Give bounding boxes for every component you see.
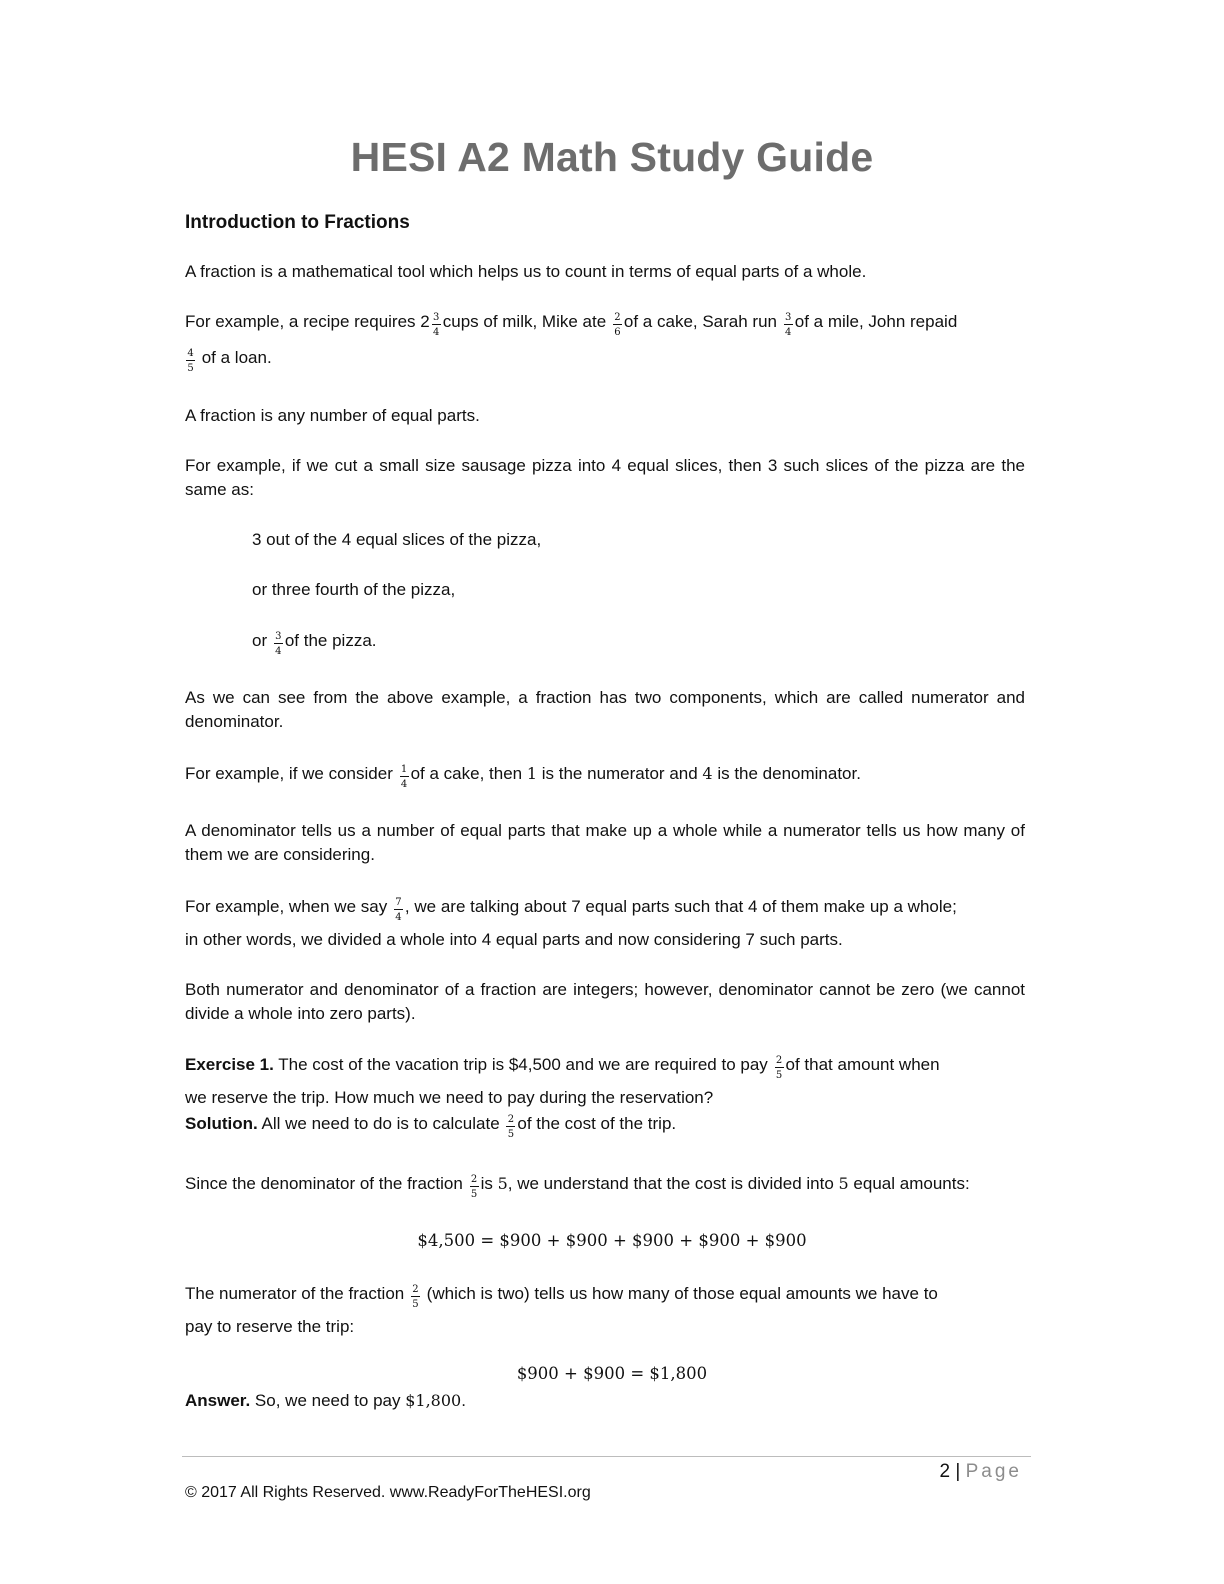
indented-line-3: or $\frac{3}{4}$ of the pizza. [252, 631, 377, 657]
equation-sum: $900 + $900 = $1,800 [516, 1364, 708, 1383]
paragraph-components: As we can see from the above example, a fraction has two components, which are called numerator and denominator. [185, 688, 1025, 731]
footer-copyright: © 2017 All Rights Reserved. www.ReadyForTheHESI.org [185, 1484, 591, 1501]
paragraph-seven-fourths-line-1: For example, when we say $\frac{7}{4}$ , we are talking about 7 equal parts such that 4 of them make up a whole; [185, 897, 957, 923]
paragraph-numerator-two-line-1: The numerator of the fraction $\frac{2}{5}$ (which is two) tells us how many of those equal amounts we have to [185, 1284, 938, 1310]
paragraph-numerator-two-line-2: pay to reserve the trip: [185, 1317, 355, 1336]
paragraph-integers: Both numerator and denominator of a fraction are integers; however, denominator cannot be zero (we cannot divide a whole into zero parts). [185, 980, 1025, 1023]
paragraph-fraction-definition: A fraction is a mathematical tool which helps us to count in terms of equal parts of a whole. [185, 262, 867, 281]
paragraph-denominator-five: Since the denominator of the fraction $\frac{2}{5}$ is 5, we understand that the cost is divided into 5 equal amounts: [185, 1174, 970, 1200]
solution-line: Solution. All we need to do is to calculate $\frac{2}{5}$ of the cost of the trip. [185, 1114, 677, 1140]
section-heading: Introduction to Fractions [185, 212, 410, 233]
fraction: $\frac{3}{4}$ [275, 631, 282, 657]
paragraph-seven-fourths-line-2: in other words, we divided a whole into 4 equal parts and now considering 7 such parts. [185, 930, 843, 949]
exercise-1-line-2: we reserve the trip. How much we need to pay during the reservation? [185, 1088, 714, 1107]
fraction: $\frac{1}{4}$ [400, 764, 408, 790]
solution-label: Solution. [185, 1114, 258, 1133]
fraction: $\frac{4}{5}$ [187, 348, 194, 374]
indented-line-2: or three fourth of the pizza, [252, 580, 456, 599]
paragraph-examples-line-1: For example, a recipe requires 2 $\frac{3}{4}$ cups of milk, Mike ate $\frac{2}{6}$ of a cake, Sarah run $\frac{3}{4}$ of a mile, John repaid [185, 312, 958, 338]
answer-label: Answer. [185, 1391, 251, 1410]
indented-line-1: 3 out of the 4 equal slices of the pizza, [252, 530, 542, 549]
fraction: $\frac{3}{4}$ [785, 312, 792, 338]
paragraph-equal-parts: A fraction is any number of equal parts. [185, 406, 480, 425]
fraction: $\frac{2}{5}$ [507, 1114, 515, 1140]
fraction: $\frac{2}{5}$ [412, 1284, 419, 1310]
paragraph-examples-line-2: $\frac{4}{5}$ of a loan. [185, 346, 272, 370]
paragraph-denominator-definition: A denominator tells us a number of equal parts that make up a whole while a numerator tells us how many of them we are considering. [185, 821, 1025, 864]
footer-divider [182, 1456, 1031, 1457]
page-title: HESI A2 Math Study Guide [350, 134, 874, 180]
paragraph-numerator-example: For example, if we consider $\frac{1}{4}$ of a cake, then 1 is the numerator and 4 is the denominator. [185, 764, 861, 790]
paragraph-pizza-example: For example, if we cut a small size sausage pizza into 4 equal slices, then 3 such slices of the pizza are the same as: [185, 456, 1025, 499]
fraction: $\frac{2}{5}$ [775, 1055, 783, 1081]
fraction: $\frac{3}{4}$ [433, 312, 440, 338]
equation-total: $4,500 = $900 + $900 + $900 + $900 + $900 [417, 1231, 807, 1250]
exercise-1-line-1: Exercise 1. The cost of the vacation trip is $4,500 and we are required to pay $\frac{2}{5}$ of that amount when [185, 1055, 940, 1081]
fraction: $\frac{7}{4}$ [395, 897, 402, 923]
answer-line: Answer. So, we need to pay $1,800. [185, 1391, 466, 1410]
exercise-label: Exercise 1. [185, 1055, 274, 1074]
fraction: $\frac{2}{5}$ [470, 1174, 478, 1200]
fraction: $\frac{2}{6}$ [614, 312, 621, 338]
page-number: 2 | Page [939, 1461, 1022, 1482]
